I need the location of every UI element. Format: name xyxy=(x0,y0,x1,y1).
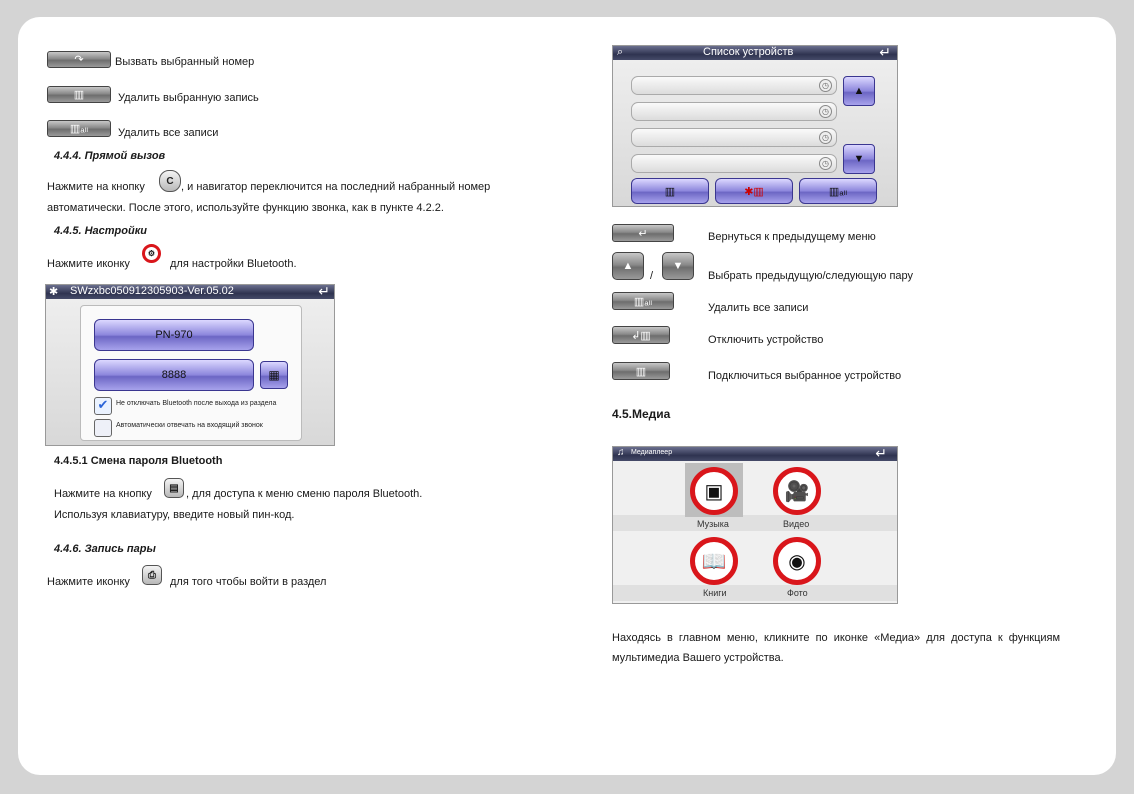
disconnect-button-image xyxy=(612,326,670,344)
disconnect-icon: ✱▥ xyxy=(715,178,793,204)
call-selected-label: Вызвать выбранный номер xyxy=(115,56,255,68)
settings-text-b: для настройки Bluetooth. xyxy=(170,258,297,270)
delete-all-button-image xyxy=(612,292,674,310)
call-selected-button-image xyxy=(47,51,111,68)
music-icon: ▣ xyxy=(690,467,738,515)
legend-connect-label: Подключиться выбранное устройство xyxy=(708,370,902,382)
down-triangle-icon: ▼ xyxy=(672,260,684,272)
clock-icon: ◷ xyxy=(819,105,832,118)
check1-label: Не отключать Bluetooth после выхода из раздела xyxy=(116,400,277,407)
media-row-band xyxy=(613,515,897,531)
legend-delete-all-label: Удалить все записи xyxy=(708,302,809,314)
disconnect-icon: ↲▥ xyxy=(631,329,651,342)
trash-icon: ▥ xyxy=(73,89,85,101)
back-arrow-icon: ↵ xyxy=(638,227,648,240)
keyboard-icon: ▦ xyxy=(260,361,288,389)
check2-label: Автоматически отвечать на входящий звонок xyxy=(116,422,263,429)
trash-all-icon: ▥ₐₗₗ xyxy=(69,123,89,135)
connect-icon: ▥ xyxy=(635,365,647,378)
media-paragraph-line1: Находясь в главном меню, кликните по иконке «Медиа» для доступа к функциям xyxy=(612,632,1061,644)
back-button-image xyxy=(612,224,674,242)
delete-all-label: Удалить все записи xyxy=(118,127,219,139)
checkbox-unchecked xyxy=(94,419,112,437)
keyboard-button-icon: ▤ xyxy=(164,478,184,498)
media-icon: ♫ xyxy=(617,447,625,458)
books-label: Книги xyxy=(703,588,727,598)
bt-password-text-2: Используя клавиатуру, введите новый пин-код. xyxy=(54,509,295,521)
direct-call-text-2: автоматически. После этого, используйте функцию звонка, как в пункте 4.2.2. xyxy=(47,202,444,214)
scroll-up-icon: ▲ xyxy=(843,76,875,106)
bluetooth-settings-icon: ⚙ xyxy=(142,244,161,263)
section-heading-pairing: 4.4.6. Запись пары xyxy=(54,543,156,555)
pin-code-button: 8888 xyxy=(94,359,254,391)
back-arrow-icon: ↵ xyxy=(875,446,887,461)
section-heading-direct-call: 4.4.4. Прямой вызов xyxy=(54,150,166,162)
device-list-title: Список устройств xyxy=(703,46,794,58)
connect-icon: ▥ xyxy=(631,178,709,204)
delete-entry-button-image xyxy=(47,86,111,103)
up-button-image xyxy=(612,252,644,280)
checkbox-checked: ✔ xyxy=(94,397,112,415)
search-icon: ⌕ xyxy=(617,46,624,58)
media-player-screenshot xyxy=(612,446,898,604)
back-arrow-icon: ↵ xyxy=(318,284,330,299)
direct-call-text-1a: Нажмите на кнопку xyxy=(47,181,145,193)
media-row-band xyxy=(613,585,897,601)
pairing-record-icon: ⎙ xyxy=(142,565,162,585)
clock-icon: ◷ xyxy=(819,131,832,144)
legend-select-pair-label: Выбрать предыдущую/следующую пару xyxy=(708,270,914,282)
section-heading-settings: 4.4.5. Настройки xyxy=(54,225,147,237)
down-button-image xyxy=(662,252,694,280)
bluetooth-icon: ✱ xyxy=(49,286,59,298)
bt-title: SWzxbc050912305903-Ver.05.02 xyxy=(70,285,234,297)
trash-all-icon: ▥ₐₗₗ xyxy=(633,295,653,308)
bluetooth-settings-screenshot xyxy=(45,284,335,446)
delete-all-button-image xyxy=(47,120,111,137)
media-title: Медиаплеер xyxy=(631,449,673,456)
photo-label: Фото xyxy=(787,588,808,598)
call-arrow-icon: ↷ xyxy=(74,54,84,66)
scroll-down-icon: ▼ xyxy=(843,144,875,174)
pairing-text-b: для того чтобы войти в раздел xyxy=(170,576,327,588)
back-arrow-icon: ↵ xyxy=(879,45,891,60)
device-list-titlebar xyxy=(613,46,897,60)
bt-titlebar xyxy=(46,285,334,299)
device-slot xyxy=(631,76,837,95)
delete-entry-label: Удалить выбранную запись xyxy=(118,92,259,104)
music-label: Музыка xyxy=(697,519,729,529)
settings-text-a: Нажмите иконку xyxy=(47,258,130,270)
bt-password-text-1b: , для доступа к меню сменю пароля Bluetooth. xyxy=(186,488,423,500)
legend-back-label: Вернуться к предыдущему меню xyxy=(708,231,876,243)
delete-all-icon: ▥ₐₗₗ xyxy=(799,178,877,204)
media-paragraph-line2: мультимедиа Вашего устройства. xyxy=(612,652,784,664)
video-label: Видео xyxy=(783,519,810,529)
up-triangle-icon: ▲ xyxy=(622,260,634,272)
device-list-screenshot xyxy=(612,45,898,207)
device-name-button: PN-970 xyxy=(94,319,254,351)
legend-separator: / xyxy=(650,270,654,282)
device-slot xyxy=(631,154,837,173)
bt-password-text-1a: Нажмите на кнопку xyxy=(54,488,152,500)
clock-icon: ◷ xyxy=(819,79,832,92)
section-heading-media: 4.5.Медиа xyxy=(612,407,671,421)
direct-call-text-1b: , и навигатор переключится на последний набранный номер xyxy=(181,181,491,193)
photo-icon: ◉ xyxy=(773,537,821,585)
device-slot xyxy=(631,128,837,147)
clock-icon: ◷ xyxy=(819,157,832,170)
section-heading-bt-password: 4.4.5.1 Смена пароля Bluetooth xyxy=(54,455,223,467)
books-icon: 📖 xyxy=(690,537,738,585)
connect-button-image xyxy=(612,362,670,380)
video-icon: 🎥 xyxy=(773,467,821,515)
legend-disconnect-label: Отключить устройство xyxy=(708,334,824,346)
media-titlebar xyxy=(613,447,897,461)
device-slot xyxy=(631,102,837,121)
direct-call-icon: C xyxy=(159,170,181,192)
pairing-text-a: Нажмите иконку xyxy=(47,576,130,588)
